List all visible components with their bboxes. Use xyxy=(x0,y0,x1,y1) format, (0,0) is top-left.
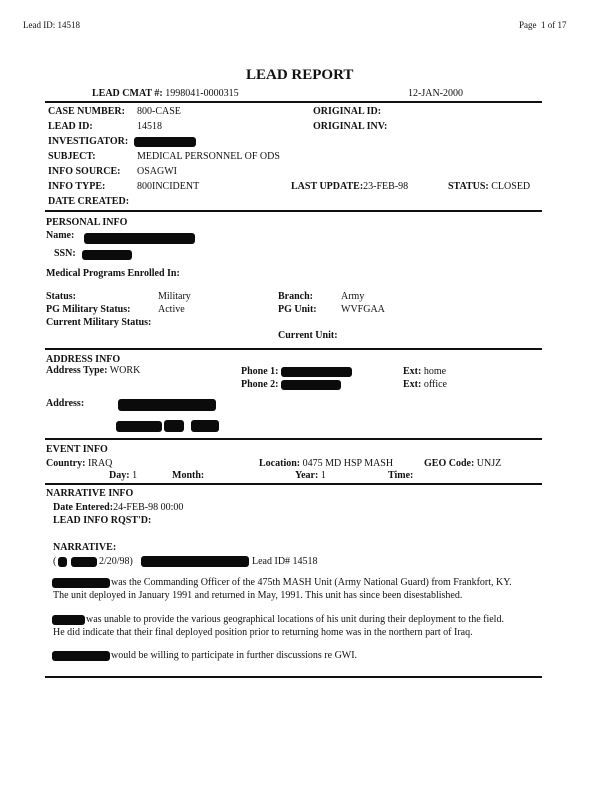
last-update xyxy=(291,181,408,192)
page-total: 17 xyxy=(557,20,567,30)
lead-id-label: LEAD ID: xyxy=(48,121,93,132)
day xyxy=(109,470,137,481)
pg-unit-value: WVFGAA xyxy=(341,304,385,315)
day-label: Day: xyxy=(109,470,130,481)
redaction-p3 xyxy=(52,651,110,661)
redaction-ref-a xyxy=(58,557,67,567)
lead-cmat-label: LEAD CMAT #: xyxy=(92,88,163,99)
date-created-label: DATE CREATED: xyxy=(48,196,130,207)
branch-label: Branch: xyxy=(278,291,313,302)
redaction-address-line2b xyxy=(164,420,184,432)
lead-id-value: 14518 xyxy=(137,121,162,132)
redaction-name xyxy=(84,233,195,244)
redaction-p1 xyxy=(52,578,110,588)
lead-info-rqst-label: LEAD INFO RQST'D: xyxy=(53,515,152,526)
lead-cmat xyxy=(92,88,239,99)
narrative-label: NARRATIVE: xyxy=(53,542,117,553)
military-status-value: Military xyxy=(158,291,191,302)
narrative-p3-line1: would be willing to participate in further discussions re GWI. xyxy=(111,650,358,661)
location-label: Location: xyxy=(259,458,301,469)
date-entered-label: Date Entered: xyxy=(53,502,114,513)
month-label: Month: xyxy=(172,470,205,481)
divider xyxy=(45,483,542,485)
ext1-label: Ext: xyxy=(403,366,422,377)
geo-code-label: GEO Code: xyxy=(424,458,475,469)
page-title: LEAD REPORT xyxy=(246,67,354,83)
narrative-p2-line1: was unable to provide the various geographical locations of his unit during their deployment to the field. xyxy=(86,614,504,625)
location xyxy=(259,458,393,469)
address-info-heading: ADDRESS INFO xyxy=(46,354,121,365)
open-paren: ( xyxy=(53,556,57,567)
narrative-p2-line2: He did indicate that their final deployed position prior to returning home was in the northern part of Iraq. xyxy=(53,627,473,638)
info-type-value: 800INCIDENT xyxy=(137,181,200,192)
ssn-label: SSN: xyxy=(54,248,76,259)
phone1-label: Phone 1: xyxy=(241,366,279,377)
narrative-date-ref: 2/20/98) xyxy=(99,556,133,567)
status xyxy=(448,181,530,192)
country-label: Country: xyxy=(46,458,86,469)
address-label: Address: xyxy=(46,398,85,409)
narrative-info-heading: NARRATIVE INFO xyxy=(46,488,134,499)
phone2-label: Phone 2: xyxy=(241,379,279,390)
redaction-address-line2a xyxy=(116,421,162,432)
pg-unit-label: PG Unit: xyxy=(278,304,317,315)
page-current: 1 xyxy=(541,20,546,30)
name-label: Name: xyxy=(46,230,75,241)
investigator-label: INVESTIGATOR: xyxy=(48,136,129,147)
last-update-label: LAST UPDATE: xyxy=(291,181,364,192)
pg-military-status-value: Active xyxy=(158,304,185,315)
info-source-value: OSAGWI xyxy=(137,166,177,177)
report-date: 12-JAN-2000 xyxy=(408,88,463,99)
location-value: 0475 MD HSP MASH xyxy=(302,458,394,469)
redaction-ref-b xyxy=(71,557,97,567)
event-info-heading: EVENT INFO xyxy=(46,444,108,455)
subject-label: SUBJECT: xyxy=(48,151,96,162)
info-source-label: INFO SOURCE: xyxy=(48,166,121,177)
current-unit-label: Current Unit: xyxy=(278,330,338,341)
address-type-value: WORK xyxy=(109,365,141,376)
personal-info-heading: PERSONAL INFO xyxy=(46,217,128,228)
redaction-address-line2c xyxy=(191,420,219,432)
page-indicator xyxy=(519,20,567,30)
redaction-p2 xyxy=(52,615,85,625)
divider xyxy=(45,348,542,350)
address-type xyxy=(46,365,140,376)
pg-military-status-label: PG Military Status: xyxy=(46,304,131,315)
status-label: STATUS: xyxy=(448,181,489,192)
narrative-lead-ref: Lead ID# 14518 xyxy=(252,556,318,567)
subject-value: MEDICAL PERSONNEL OF ODS xyxy=(137,151,280,162)
page-of: of xyxy=(547,20,556,30)
divider xyxy=(45,676,542,678)
ext1-value: home xyxy=(423,366,447,377)
divider xyxy=(45,101,542,103)
redaction-ref-c xyxy=(141,556,249,567)
address-type-label: Address Type: xyxy=(46,365,108,376)
header-lead-id: Lead ID: 14518 xyxy=(23,20,80,30)
branch-value: Army xyxy=(341,291,365,302)
divider xyxy=(45,438,542,440)
country xyxy=(46,458,112,469)
last-update-value: 23-FEB-98 xyxy=(363,181,409,192)
info-type-label: INFO TYPE: xyxy=(48,181,106,192)
day-value: 1 xyxy=(132,470,138,481)
ext1 xyxy=(403,366,446,377)
geo-code xyxy=(424,458,501,469)
time-label: Time: xyxy=(388,470,414,481)
lead-cmat-value: 1998041-0000315 xyxy=(165,88,239,99)
date-entered xyxy=(53,502,183,513)
redaction-phone1 xyxy=(281,367,352,377)
original-inv-label: ORIGINAL INV: xyxy=(313,121,388,132)
case-number-label: CASE NUMBER: xyxy=(48,106,125,117)
geo-code-value: UNJZ xyxy=(476,458,502,469)
ext2 xyxy=(403,379,447,390)
year-label: Year: xyxy=(295,470,319,481)
ext2-label: Ext: xyxy=(403,379,422,390)
divider xyxy=(45,210,542,212)
redaction-ssn xyxy=(82,250,132,260)
ext2-value: office xyxy=(423,379,447,390)
year-value: 1 xyxy=(320,470,326,481)
redaction-investigator xyxy=(134,137,196,147)
narrative-p1-line1: was the Commanding Officer of the 475th MASH Unit (Army National Guard) from Frankfort, KY. xyxy=(111,577,512,588)
page-label: Page xyxy=(519,20,537,30)
date-entered-value: 24-FEB-98 00:00 xyxy=(113,502,184,513)
country-value: IRAQ xyxy=(87,458,113,469)
narrative-p1-line2: The unit deployed in January 1991 and returned in May, 1991. This unit has since been disestablished. xyxy=(53,590,463,601)
current-military-status-label: Current Military Status: xyxy=(46,317,152,328)
status-value: CLOSED xyxy=(491,181,531,192)
redaction-phone2 xyxy=(281,380,341,390)
redaction-address-line1 xyxy=(118,399,216,411)
military-status-label: Status: xyxy=(46,291,77,302)
year xyxy=(295,470,326,481)
case-number-value: 800-CASE xyxy=(137,106,181,117)
original-id-label: ORIGINAL ID: xyxy=(313,106,382,117)
medical-programs-label: Medical Programs Enrolled In: xyxy=(46,268,180,279)
